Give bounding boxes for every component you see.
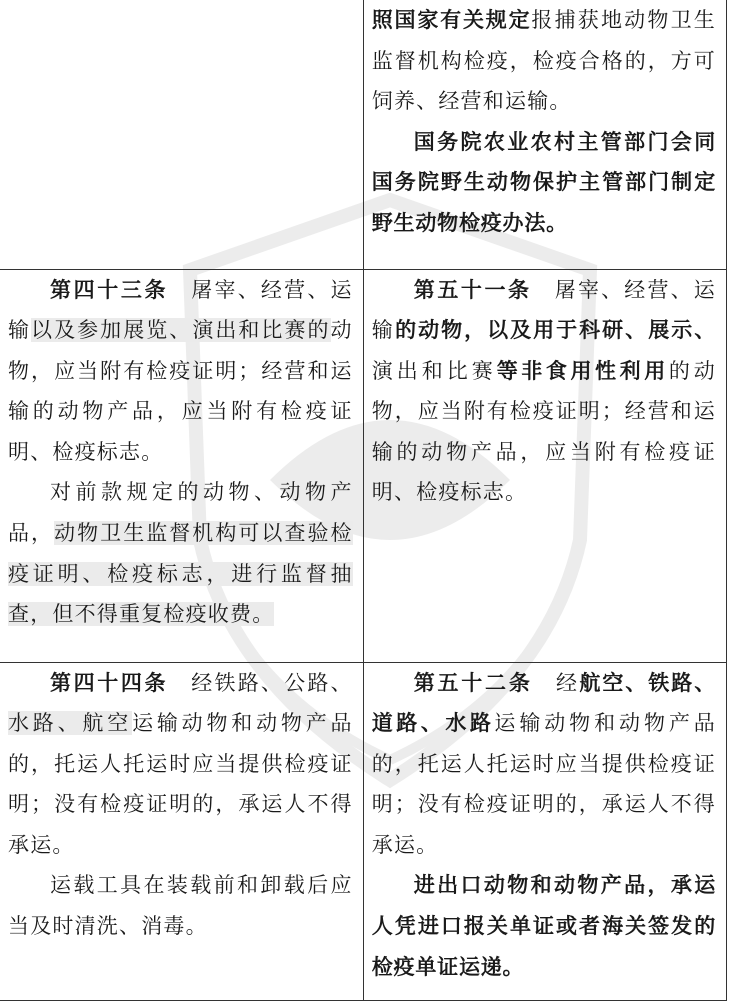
old-law-cell [0,662,363,1000]
old-law-cell [0,269,363,662]
clause-text: 水路、航空 [8,711,133,736]
clause-paragraph [8,663,353,866]
new-law-cell [363,269,726,662]
article-number: 第四十四条 [50,669,169,695]
clause-text: 的动物，以及用于科研、展示、 [395,318,716,343]
clause-paragraph [8,865,353,946]
clause-text: 动物卫生监督机构可以查验检疫证明、检疫标志，进行监督抽查，但不得重复检疫收费。 [8,521,353,627]
clause-text: 的动物，应当附有检疫证明；经营和运输的动物产品，应当附有检疫证明、检疫标志。 [371,358,716,505]
clause-text: 报捕获地动物卫生监督机构检疫，检疫合格的，方可饲养、经营和运输。 [371,8,716,114]
clause-text: 演出和比赛 [371,358,497,383]
clause-text: 屠宰、经营、运输 [8,277,353,343]
new-law-cell [363,662,726,1000]
clause-text: 经铁路、公路、 [168,670,353,695]
article-number: 第四十三条 [50,276,169,302]
clause-text: 运输动物和动物产品的，托运人托运时应当提供检疫证明；没有检疫证明的，承运人不得承运。 [8,711,353,857]
clause-text: 动物，应当附有检疫证明；经营和运输的动物产品，应当附有检疫证明、检疫标志。 [8,318,353,464]
article-number: 第五十一条 [413,276,532,302]
clause-paragraph [372,270,716,514]
clause-paragraph [372,663,716,866]
clause-text: 照国家有关规定 [371,8,532,32]
clause-text: 国务院农业农村主管部门会同国务院野生动物保护主管部门制定野生动物检疫办法。 [371,129,716,235]
clause-text: 运载工具在装载前和卸载后应当及时清洗、消毒。 [8,873,353,939]
clause-text: 运输动物和动物产品的，托运人托运时应当提供检疫证明；没有检疫证明的，承运人不得承运。 [371,711,716,857]
clause-text: 经 [532,670,580,695]
comparison-row [0,662,727,1000]
clause-paragraph [8,472,353,634]
clause-text: 等非食用性利用 [496,358,669,383]
clause-text: 对前款规定的动物、动物产品， [8,480,353,546]
clause-paragraph [372,865,716,987]
clause-text: 以及参加展览、演出和比赛的 [31,318,331,343]
clause-paragraph [8,270,353,473]
clause-text: 进出口动物和动物产品，承运人凭进口报关单证或者海关签发的检疫单证运递。 [371,873,716,979]
clause-text: 屠宰、经营、运输 [371,277,716,343]
clause-paragraph [372,122,716,244]
comparison-row [0,269,727,662]
clause-text: 航空、铁路、道路、水路 [371,670,717,736]
new-law-cell [363,0,726,269]
comparison-row [0,0,727,269]
clause-paragraph [372,0,716,122]
old-law-cell [0,0,363,269]
article-number: 第五十二条 [413,669,533,695]
